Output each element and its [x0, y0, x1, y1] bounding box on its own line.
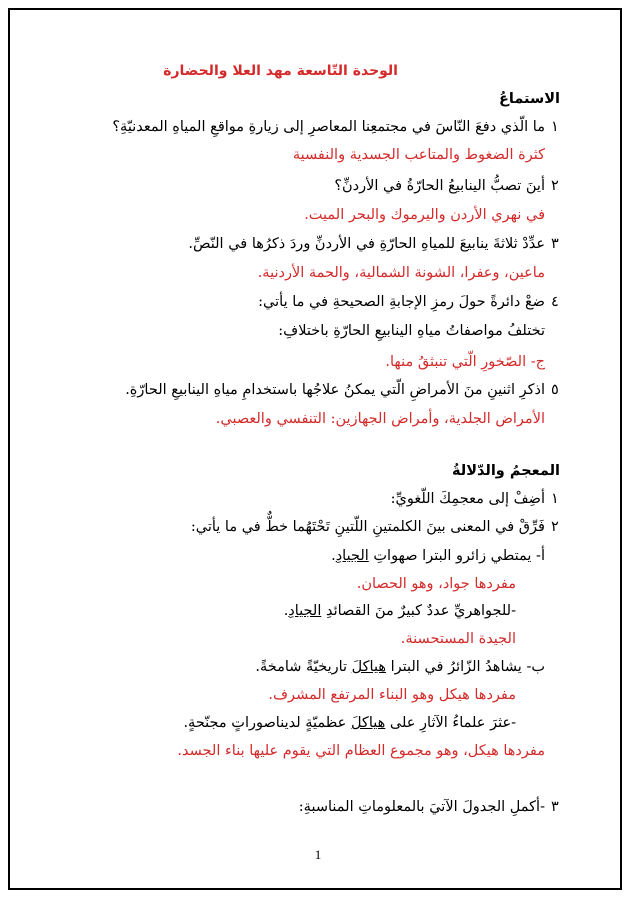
answer-2: في نهري الأردن واليرموك والبحر الميت.: [304, 207, 545, 223]
section-heading-listening: الاستماعُ: [498, 91, 560, 107]
part-a-sentence-2: [284, 601, 516, 621]
part-b-answer-2: مفردها هيكل، وهو مجموع العظام التي يقوم عليها بناء الجسد.: [177, 743, 545, 759]
answer-5: الأمراض الجلدية، وأمراض الجهازين: التنفسي والعصبي.: [215, 411, 545, 427]
part-a-s2-before: -للجواهريِّ عددٌ كبيرٌ منَ القصائدِ: [321, 603, 516, 619]
part-a-answer-1: مفردها جواد، وهو الحصان.: [356, 576, 516, 592]
page-title: الوحدة التّاسعة مهد العلا والحضارة: [163, 63, 398, 79]
answer-3: ماعين، وعفرا، الشونة الشمالية، والحمة الأردنية.: [257, 265, 545, 281]
question-4-prompt: تختلفُ مواصفاتُ مياهِ الينابيعِ الحارّةِ باختلافِ:: [278, 323, 545, 339]
part-b-s1-before: ب- يشاهدُ الزّائرُ في البترا: [386, 659, 545, 675]
answer-4: ج- الصّخورِ الّتي تنبثقُ منها.: [385, 354, 545, 370]
question-number-3: ٣: [551, 236, 559, 252]
answer-1: كثرة الضغوط والمتاعب الجسدية والنفسية: [292, 147, 545, 163]
part-a-s1-underlined: الجيادِ: [335, 548, 369, 564]
question-2: أينَ تصبُّ الينابيعُ الحارّةُ في الأردنِّ؟: [334, 178, 545, 194]
lexicon-item-1: أضِفْ إلى معجمِكَ اللّغويِّ:: [390, 491, 545, 507]
question-number-4: ٤: [551, 294, 559, 310]
section-heading-lexicon: المعجمُ والدّلالةُ: [451, 463, 560, 479]
question-1: ما الّذي دفعَ النّاسَ في مجتمعِنا المعاصرِ إلى زيارةِ مواقعِ المياهِ المعدنيّةِ؟: [112, 119, 545, 135]
question-number-5: ٥: [551, 382, 559, 398]
lexicon-item-3: -أكملِ الجدولَ الآتيَ بالمعلوماتِ المناسبةِ:: [298, 799, 545, 815]
lexicon-number-3: ٣: [551, 799, 559, 815]
part-b-s2-before: -عثرَ علماءُ الآثارِ على: [385, 715, 516, 731]
part-a-s1-after: .: [331, 548, 336, 564]
part-b-s2-after: عظميّةٍ لديناصوراتٍ مجنّحةٍ.: [183, 715, 351, 731]
part-a-s2-after: .: [283, 603, 289, 619]
part-a-sentence-1: [331, 546, 545, 566]
part-b-sentence-1: [255, 657, 545, 677]
question-number-2: ٢: [551, 178, 559, 194]
question-number-1: ١: [551, 119, 559, 135]
part-b-s1-after: تاريخيّةً شامخةً.: [255, 659, 352, 675]
part-b-sentence-2: [183, 713, 516, 733]
part-b-answer-1: مفردها هيكل وهو البناء المرتفع المشرف.: [268, 687, 516, 703]
page-number: 1: [314, 847, 322, 862]
part-a-s2-underlined: الجيادِ: [288, 603, 322, 619]
lexicon-item-2: فَرِّقْ في المعنى بينَ الكلمتينِ اللّتينِ تَحْتَهُما خطٌّ في ما يأتي:: [190, 519, 545, 535]
part-b-s1-underlined: هياكلَ: [351, 659, 386, 675]
lexicon-number-2: ٢: [551, 519, 559, 535]
part-a-answer-2: الجيدة المستحسنة.: [400, 631, 516, 647]
question-3: عدِّدْ ثلاثةَ ينابيعَ للمياهِ الحارّةِ في الأردنِّ وردَ ذكرُها في النّصِّ.: [188, 236, 545, 252]
part-a-s1-before: أ- يمتطي زائرو البترا صهواتِ: [368, 548, 545, 564]
lexicon-number-1: ١: [551, 491, 559, 507]
part-b-s2-underlined: هياكلَ: [350, 715, 386, 731]
question-5: اذكرِ اثنينِ منَ الأمراضِ الّتي يمكنُ علاجُها باستخدامِ مياهِ الينابيعِ الحارّةِ.: [125, 382, 545, 398]
question-4: ضعْ دائرةً حولَ رمزِ الإجابةِ الصحيحةِ في ما يأتي:: [258, 294, 545, 310]
